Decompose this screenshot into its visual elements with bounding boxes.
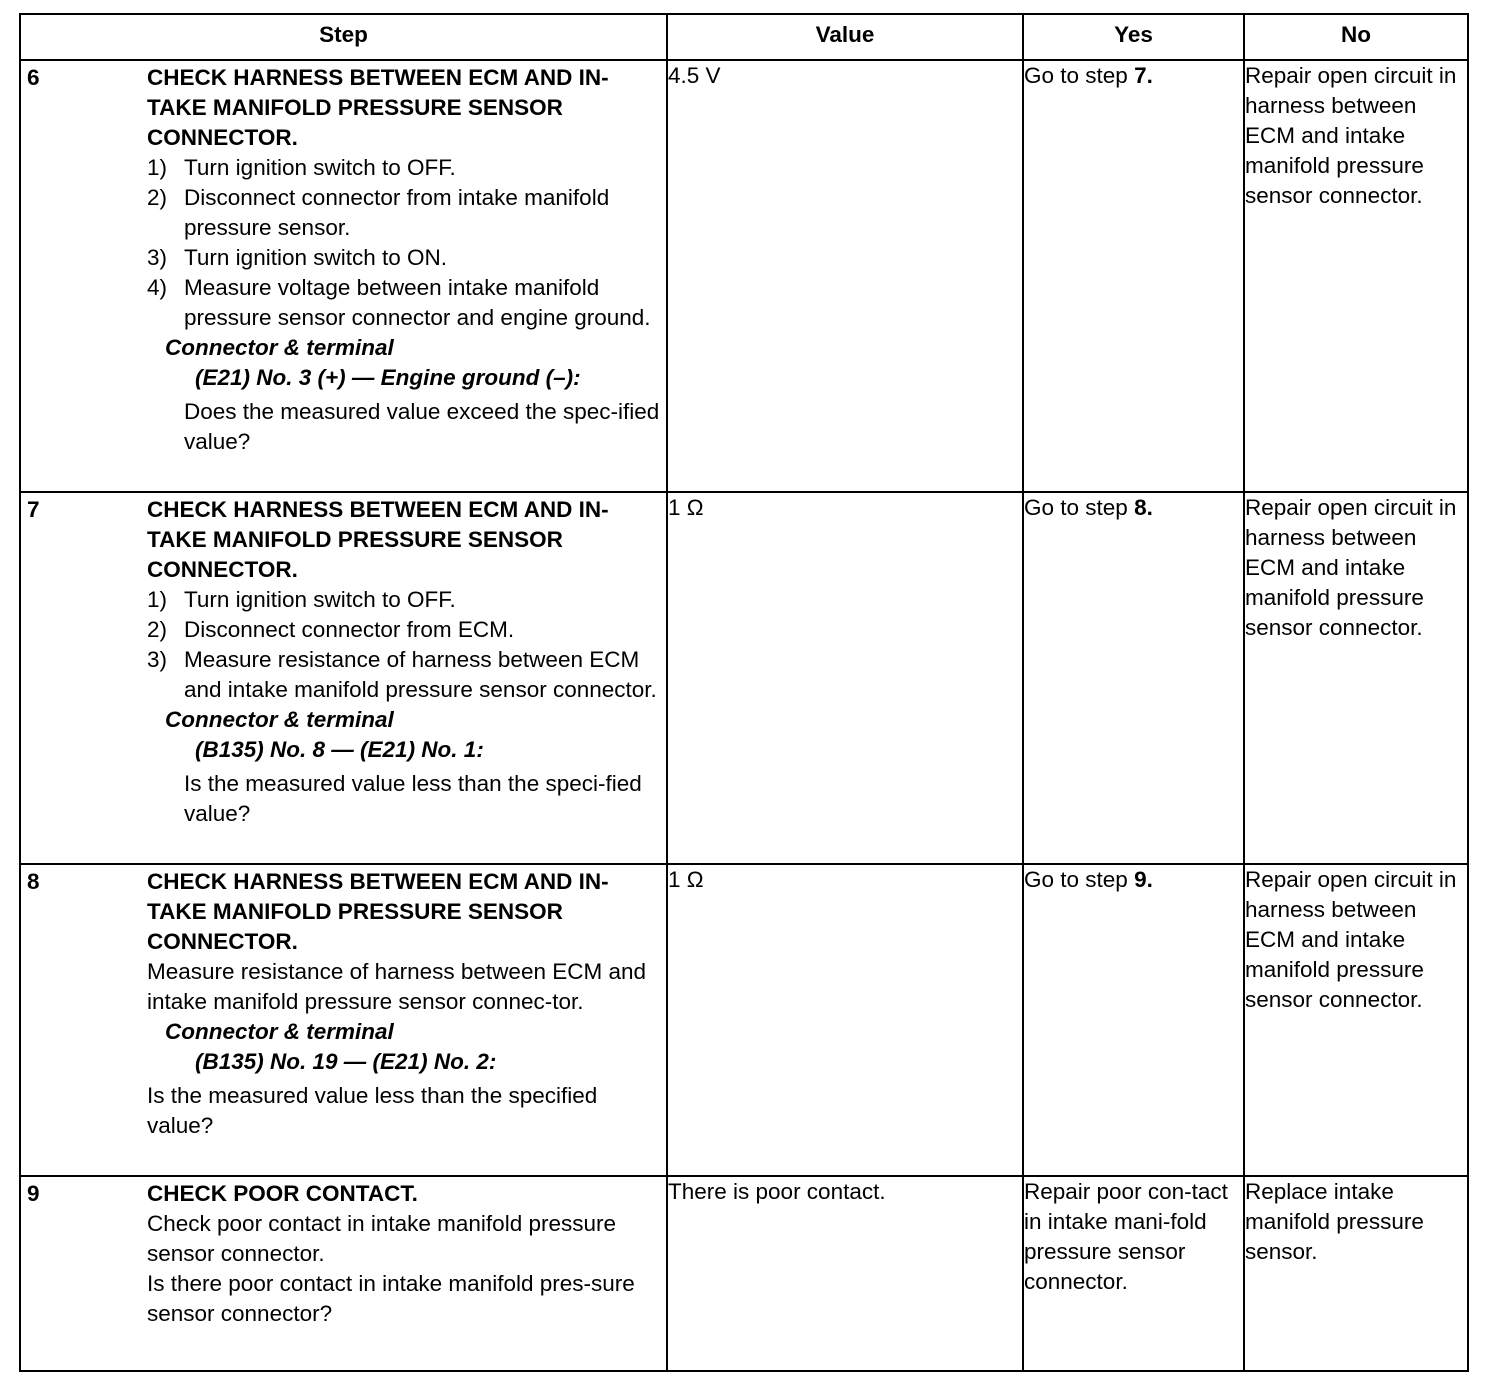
step-number: 7 [27,497,40,522]
step-number: 6 [27,65,40,90]
table-row-step-9 [20,1176,1468,1371]
procedure-item: 2) Disconnect connector from ECM. [147,617,515,642]
step-instruction: Measure resistance of harness between ECM and intake manifold pressure sensor connec-tor. [147,959,647,1014]
connector-label: Connector & terminal [165,1019,394,1044]
procedure-item: 3) Measure resistance of harness between ECM and intake manifold pressure sensor connector. [147,647,657,702]
step-title: CHECK HARNESS BETWEEN ECM AND IN-TAKE MANIFOLD PRESSURE SENSOR CONNECTOR. [147,869,609,954]
procedure-item: 3) Turn ignition switch to ON. [147,245,448,270]
header-yes: Yes [1023,14,1244,60]
yes-cell: Go to step 8. [1023,492,1244,864]
step-instruction: Check poor contact in intake manifold pressure sensor connector. [147,1211,616,1266]
connector-value: (B135) No. 8 — (E21) No. 1: [195,737,484,762]
header-row [20,14,1468,60]
connector-label: Connector & terminal [165,335,394,360]
no-cell: Repair open circuit in harness between ECM and intake manifold pressure sensor connector. [1244,864,1468,1176]
procedure-item: 4) Measure voltage between intake manifold pressure sensor connector and engine ground. [147,275,651,330]
connector-label: Connector & terminal [165,707,394,732]
step-cell [20,60,667,492]
step-procedure-list [147,153,662,333]
diagnostic-table [19,13,1469,1372]
step-question: Is there poor contact in intake manifold pres-sure sensor connector? [147,1271,635,1326]
value-cell: 1 Ω [667,864,1023,1176]
step-number: 8 [27,869,40,894]
step-cell [20,1176,667,1371]
yes-cell: Repair poor con-tact in intake mani-fold pressure sensor connector. [1023,1176,1244,1371]
no-cell: Repair open circuit in harness between ECM and intake manifold pressure sensor connector. [1244,60,1468,492]
header-step: Step [20,14,667,60]
procedure-item: 1) Turn ignition switch to OFF. [147,587,456,612]
yes-cell: Go to step 9. [1023,864,1244,1176]
table-row-step-8 [20,864,1468,1176]
value-cell: 4.5 V [667,60,1023,492]
connector-value: (B135) No. 19 — (E21) No. 2: [195,1049,497,1074]
no-cell: Repair open circuit in harness between ECM and intake manifold pressure sensor connector. [1244,492,1468,864]
connector-value: (E21) No. 3 (+) — Engine ground (–): [195,365,581,390]
step-question: Does the measured value exceed the spec-ified value? [184,399,660,454]
table-row-step-7 [20,492,1468,864]
header-value: Value [667,14,1023,60]
step-title: CHECK HARNESS BETWEEN ECM AND IN-TAKE MANIFOLD PRESSURE SENSOR CONNECTOR. [147,497,609,582]
step-title: CHECK HARNESS BETWEEN ECM AND IN-TAKE MANIFOLD PRESSURE SENSOR CONNECTOR. [147,65,609,150]
step-title: CHECK POOR CONTACT. [147,1181,418,1206]
yes-cell: Go to step 7. [1023,60,1244,492]
header-no: No [1244,14,1468,60]
procedure-item: 1) Turn ignition switch to OFF. [147,155,456,180]
step-number: 9 [27,1181,40,1206]
step-cell [20,492,667,864]
no-cell: Replace intake manifold pressure sensor. [1244,1176,1468,1371]
step-question: Is the measured value less than the speci-fied value? [184,771,642,826]
value-cell: There is poor contact. [667,1176,1023,1371]
step-cell [20,864,667,1176]
table-row-step-6 [20,60,1468,492]
value-cell: 1 Ω [667,492,1023,864]
procedure-item: 2) Disconnect connector from intake manifold pressure sensor. [147,185,610,240]
step-question: Is the measured value less than the specified value? [147,1083,598,1138]
step-procedure-list [147,585,662,705]
